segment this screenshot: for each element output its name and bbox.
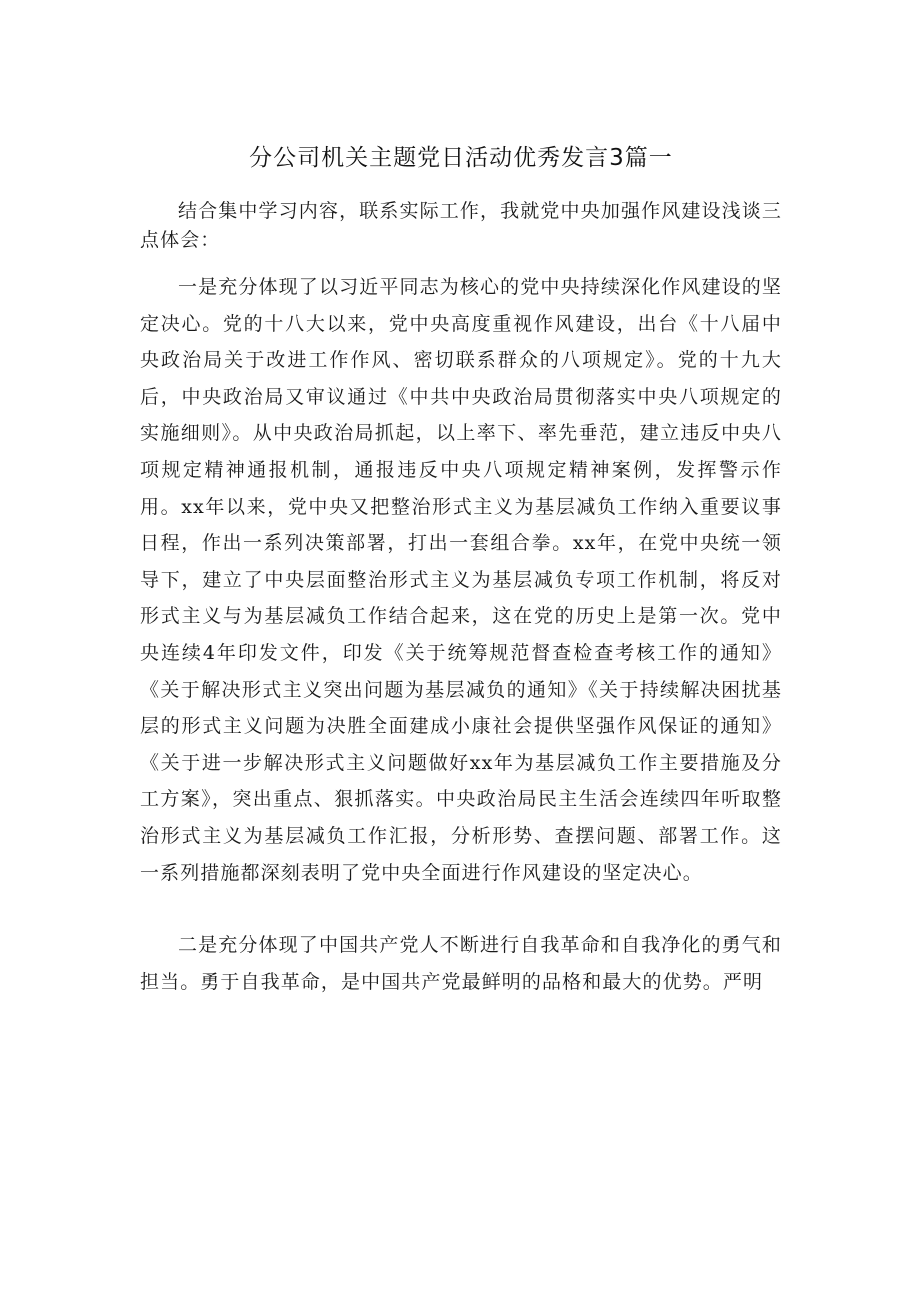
- paragraph-intro: 结合集中学习内容，联系实际工作，我就党中央加强作风建设浅谈三点体会：: [140, 200, 782, 251]
- paragraph-point-two: 二是充分体现了中国共产党人不断进行自我革命和自我净化的勇气和担当。勇于自我革命，是中国共产党最鲜明的品格和最大的优势。严明: [140, 934, 782, 993]
- document-title: 分公司机关主题党日活动优秀发言3篇一: [249, 145, 673, 171]
- paragraph-point-one: 一是充分体现了以习近平同志为核心的党中央持续深化作风建设的坚定决心。党的十八大以来，党中央高度重视作风建设，出台《十八届中央政治局关于改进工作作风、密切联系群众的八项规定》。党的十九大后，中央政治局又审议通过《中共中央政治局贯彻落实中央八项规定的实施细则》。从中央政治局抓起，以上率下、率先垂范，建立违反中央八项规定精神通报机制，通报违反中央八项规定精神案例，发挥警示作用。xx年以来，党中央又把整治形式主义为基层减负工作纳入重要议事日程，作出一系列决策部署，打出一套组合拳。xx年，在党中央统一领导下，建立了中央层面整治形式主义为基层减负专项工作机制，将反对形式主义与为基层减负工作结合起来，这在党的历史上是第一次。党中央连续4年印发文件，印发《关于统筹规范督查检查考核工作的通知》《关于解决形式主义突出问题为基层减负的通知》《关于持续解决困扰基层的形式主义问题为决胜全面建成小康社会提供坚强作风保证的通知》《关于进一步解决形式主义问题做好xx年为基层减负工作主要措施及分工方案》，突出重点、狠抓落实。中央政治局民主生活会连续四年听取整治形式主义为基层减负工作汇报，分析形势、查摆问题、部署工作。这一系列措施都深刻表明了党中央全面进行作风建设的坚定决心。: [140, 276, 782, 884]
